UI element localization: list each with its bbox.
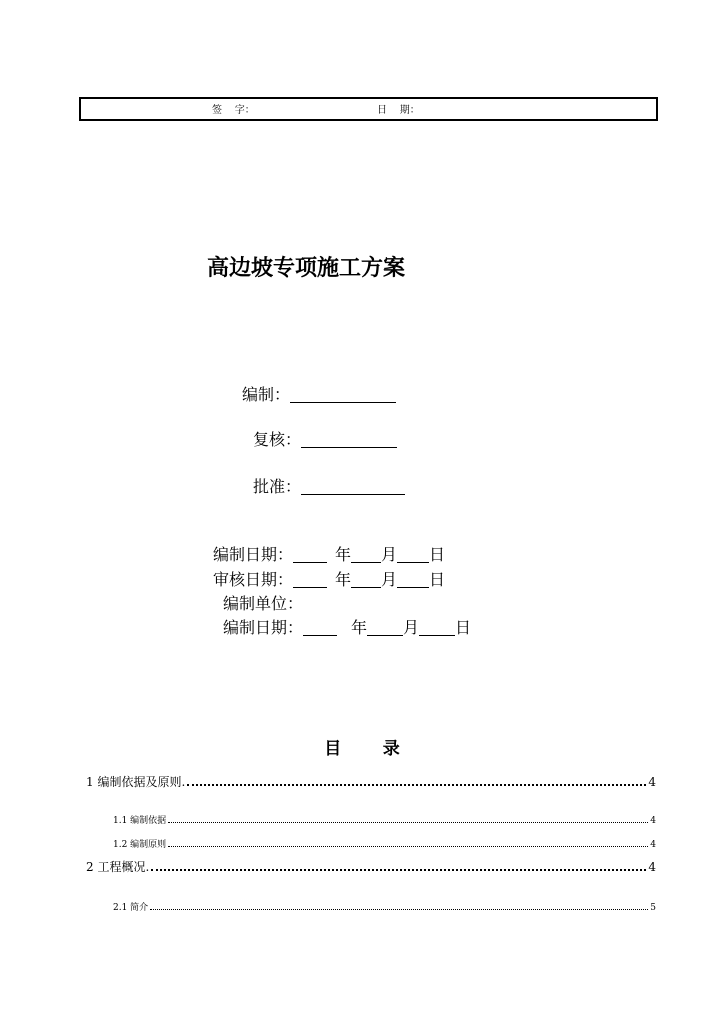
unit-field xyxy=(223,594,303,614)
day-label: 日 xyxy=(429,570,446,589)
toc-leader xyxy=(187,783,646,786)
review-label: 复核： xyxy=(253,430,302,449)
toc-leader xyxy=(168,845,648,847)
month-label: 月 xyxy=(381,545,398,564)
toc-entry[interactable] xyxy=(113,837,656,850)
month-label: 月 xyxy=(403,618,420,637)
toc-entry-page: 4 xyxy=(648,860,656,874)
year-label: 年 xyxy=(335,570,352,589)
review-field xyxy=(253,430,397,450)
toc-entry-text: 1.2 编制原则 xyxy=(113,840,167,850)
toc-entry-page: 4 xyxy=(650,840,656,850)
review-blank[interactable] xyxy=(301,431,397,448)
compile-date2-field xyxy=(223,618,471,638)
toc-entry-page: 4 xyxy=(650,816,656,826)
year-label: 年 xyxy=(351,618,368,637)
audit-date-label: 审核日期： xyxy=(213,570,294,589)
toc-title: 目 录 xyxy=(324,739,400,759)
signature-box xyxy=(79,97,658,121)
unit-label: 编制单位： xyxy=(223,594,304,613)
audit-day-blank[interactable] xyxy=(397,571,429,588)
toc-leader xyxy=(151,868,646,871)
approve-label: 批准： xyxy=(253,477,302,496)
toc-leader xyxy=(168,821,648,823)
month-label: 月 xyxy=(381,570,398,589)
toc-entry-page: 4 xyxy=(648,775,656,789)
compile-day-blank[interactable] xyxy=(397,546,429,563)
compile-year-blank[interactable] xyxy=(293,546,327,563)
toc-leader xyxy=(150,908,648,910)
audit-year-blank[interactable] xyxy=(293,571,327,588)
audit-month-blank[interactable] xyxy=(351,571,381,588)
compiler-label: 编制： xyxy=(242,385,291,404)
compile2-year-blank[interactable] xyxy=(303,619,337,636)
compiler-blank[interactable] xyxy=(290,386,396,403)
toc-entry[interactable] xyxy=(86,773,656,790)
compile2-month-blank[interactable] xyxy=(367,619,403,636)
toc-entry[interactable] xyxy=(113,813,656,826)
audit-date-field xyxy=(213,570,445,590)
toc-entry-text: 1.1 编制依据 xyxy=(113,816,167,826)
year-label: 年 xyxy=(335,545,352,564)
approve-blank[interactable] xyxy=(301,478,405,495)
approve-field xyxy=(253,477,405,497)
compile-date-field xyxy=(213,545,445,565)
date-label: 日 期： xyxy=(377,105,420,116)
toc-entry[interactable] xyxy=(113,900,656,913)
toc-entry[interactable] xyxy=(86,858,656,875)
compiler-field xyxy=(242,385,396,405)
toc-entry-text: 2.1 简介 xyxy=(113,903,149,913)
day-label: 日 xyxy=(429,545,446,564)
document-title: 高边坡专项施工方案 xyxy=(207,255,406,281)
compile-month-blank[interactable] xyxy=(351,546,381,563)
toc-entry-text: 1 编制依据及原则. xyxy=(86,775,186,789)
compile-date-label: 编制日期： xyxy=(213,545,294,564)
day-label: 日 xyxy=(455,618,472,637)
compile-date2-label: 编制日期： xyxy=(223,618,304,637)
toc-entry-text: 2 工程概况. xyxy=(86,860,150,874)
toc-entry-page: 5 xyxy=(650,903,656,913)
sign-label: 签 字： xyxy=(212,105,255,116)
compile2-day-blank[interactable] xyxy=(419,619,455,636)
